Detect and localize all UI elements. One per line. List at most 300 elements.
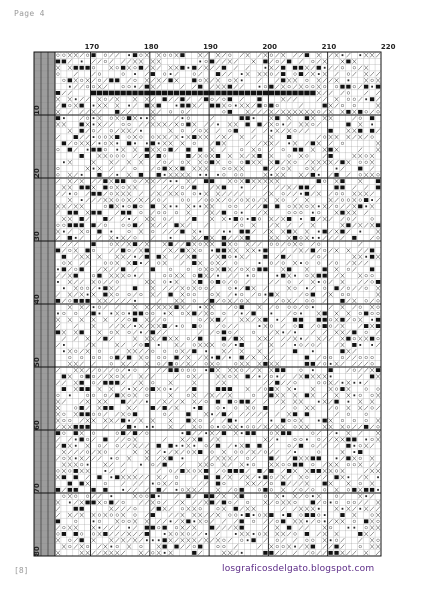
cross-symbol: [234, 494, 238, 498]
slash-symbol: [121, 59, 125, 63]
circle-symbol: [98, 356, 101, 359]
cross-symbol: [56, 551, 60, 555]
slash-symbol: [323, 463, 327, 467]
slash-symbol: [216, 324, 220, 328]
slash-symbol: [68, 242, 72, 246]
cross-symbol: [186, 362, 190, 366]
slash-symbol: [121, 507, 125, 511]
dot-symbol: [259, 325, 261, 327]
cross-symbol: [358, 488, 362, 492]
cross-symbol: [323, 469, 327, 473]
filled-cell: [245, 375, 249, 379]
circle-symbol: [317, 325, 320, 328]
slash-symbol: [364, 91, 368, 95]
filled-cell: [186, 91, 191, 96]
circle-symbol: [140, 293, 143, 296]
filled-cell: [56, 116, 60, 120]
filled-cell: [340, 230, 344, 234]
slash-symbol: [204, 299, 208, 303]
slash-symbol: [216, 299, 220, 303]
circle-symbol: [205, 287, 208, 290]
filled-cell: [103, 286, 107, 290]
slash-symbol: [80, 450, 84, 454]
cross-symbol: [68, 261, 72, 265]
slash-symbol: [234, 299, 238, 303]
filled-cell: [317, 469, 321, 473]
dot-symbol: [146, 539, 148, 541]
cross-symbol: [92, 538, 96, 542]
filled-cell: [103, 337, 107, 341]
slash-symbol: [198, 72, 202, 76]
slash-symbol: [175, 513, 179, 517]
filled-cell: [240, 305, 244, 309]
circle-symbol: [347, 218, 350, 221]
cross-symbol: [133, 148, 137, 152]
filled-cell: [323, 419, 327, 423]
slash-symbol: [56, 425, 60, 429]
circle-symbol: [92, 66, 95, 69]
slash-symbol: [145, 444, 149, 448]
circle-symbol: [371, 274, 374, 277]
column-label: 220: [380, 43, 396, 51]
filled-cell: [174, 223, 178, 227]
circle-symbol: [217, 407, 220, 410]
cross-symbol: [151, 179, 155, 183]
dot-symbol: [170, 520, 172, 522]
cross-symbol: [80, 255, 84, 259]
dot-symbol: [318, 281, 320, 283]
slash-symbol: [234, 85, 238, 89]
circle-symbol: [199, 287, 202, 290]
circle-symbol: [146, 388, 149, 391]
cross-symbol: [133, 519, 137, 523]
cross-symbol: [97, 97, 101, 101]
slash-symbol: [287, 456, 291, 460]
slash-symbol: [74, 148, 78, 152]
cross-symbol: [151, 148, 155, 152]
slash-symbol: [204, 223, 208, 227]
slash-symbol: [299, 223, 303, 227]
circle-symbol: [365, 419, 368, 422]
circle-symbol: [181, 369, 184, 372]
dot-symbol: [158, 495, 160, 497]
slash-symbol: [311, 519, 315, 523]
filled-cell: [62, 444, 66, 448]
circle-symbol: [359, 199, 362, 202]
cross-symbol: [145, 305, 149, 309]
circle-symbol: [193, 73, 196, 76]
filled-cell: [133, 431, 137, 435]
slash-symbol: [293, 53, 297, 57]
slash-symbol: [97, 494, 101, 498]
cross-symbol: [216, 255, 220, 259]
circle-symbol: [169, 268, 172, 271]
slash-symbol: [80, 85, 84, 89]
circle-symbol: [74, 312, 77, 315]
circle-symbol: [377, 111, 380, 114]
slash-symbol: [198, 431, 202, 435]
slash-symbol: [121, 469, 125, 473]
filled-cell: [162, 337, 166, 341]
filled-cell: [340, 299, 344, 303]
cross-symbol: [329, 292, 333, 296]
cross-symbol: [175, 173, 179, 177]
dot-symbol: [348, 79, 350, 81]
filled-cell: [317, 179, 321, 183]
dot-symbol: [81, 199, 83, 201]
cross-symbol: [299, 154, 303, 158]
filled-cell: [151, 494, 155, 498]
filled-cell: [370, 375, 374, 379]
filled-cell: [281, 78, 285, 82]
cross-symbol: [299, 456, 303, 460]
cross-symbol: [275, 532, 279, 536]
cross-symbol: [175, 343, 179, 347]
circle-symbol: [128, 224, 131, 227]
cross-symbol: [341, 337, 345, 341]
filled-cell: [186, 242, 190, 246]
circle-symbol: [294, 73, 297, 76]
cross-symbol: [299, 425, 303, 429]
slash-symbol: [198, 532, 202, 536]
cross-symbol: [204, 242, 208, 246]
slash-symbol: [263, 129, 267, 133]
cross-symbol: [151, 116, 155, 120]
filled-cell: [328, 148, 332, 152]
circle-symbol: [240, 199, 243, 202]
dot-symbol: [110, 313, 112, 315]
slash-symbol: [335, 412, 339, 416]
circle-symbol: [134, 66, 137, 69]
filled-cell: [293, 349, 297, 353]
slash-symbol: [121, 551, 125, 555]
slash-symbol: [252, 110, 256, 114]
slash-symbol: [180, 463, 184, 467]
cross-symbol: [151, 280, 155, 284]
slash-symbol: [240, 97, 244, 101]
cross-symbol: [127, 185, 131, 189]
circle-symbol: [98, 350, 101, 353]
filled-cell: [157, 104, 161, 108]
slash-symbol: [346, 551, 350, 555]
cross-symbol: [210, 305, 214, 309]
cross-symbol: [192, 513, 196, 517]
cross-symbol: [68, 444, 72, 448]
cross-symbol: [180, 519, 184, 523]
filled-cell: [240, 343, 244, 347]
slash-symbol: [80, 135, 84, 139]
cross-symbol: [175, 274, 179, 278]
circle-symbol: [347, 413, 350, 416]
circle-symbol: [323, 249, 326, 252]
slash-symbol: [109, 122, 113, 126]
cross-symbol: [68, 53, 72, 57]
cross-symbol: [246, 507, 250, 511]
slash-symbol: [269, 444, 273, 448]
circle-symbol: [306, 205, 309, 208]
cross-symbol: [252, 507, 256, 511]
cross-symbol: [352, 255, 356, 259]
filled-cell: [180, 104, 184, 108]
slash-symbol: [139, 500, 143, 504]
column-label: 190: [203, 43, 218, 51]
cross-symbol: [192, 236, 196, 240]
slash-symbol: [287, 330, 291, 334]
cross-symbol: [258, 305, 262, 309]
circle-symbol: [323, 287, 326, 290]
slash-symbol: [275, 66, 279, 70]
circle-symbol: [306, 300, 309, 303]
slash-symbol: [169, 400, 173, 404]
cross-symbol: [169, 418, 173, 422]
cross-symbol: [97, 299, 101, 303]
cross-symbol: [169, 551, 173, 555]
cross-symbol: [80, 544, 84, 548]
slash-symbol: [216, 393, 220, 397]
slash-symbol: [317, 135, 321, 139]
cross-symbol: [258, 337, 262, 341]
cross-symbol: [329, 418, 333, 422]
filled-cell: [311, 456, 315, 460]
circle-symbol: [57, 470, 60, 473]
filled-cell: [334, 475, 338, 479]
slash-symbol: [115, 538, 119, 542]
circle-symbol: [223, 167, 226, 170]
filled-cell: [115, 179, 119, 183]
cross-symbol: [364, 507, 368, 511]
slash-symbol: [287, 122, 291, 126]
dot-symbol: [205, 533, 207, 535]
filled-cell: [162, 167, 166, 171]
dot-symbol: [134, 275, 136, 277]
filled-cell: [80, 438, 84, 442]
circle-symbol: [359, 482, 362, 485]
cross-symbol: [335, 78, 339, 82]
circle-symbol: [116, 199, 119, 202]
slash-symbol: [139, 532, 143, 536]
cross-symbol: [163, 204, 167, 208]
circle-symbol: [211, 262, 214, 265]
cross-symbol: [263, 355, 267, 359]
filled-cell: [352, 330, 356, 334]
cross-symbol: [317, 141, 321, 145]
cross-symbol: [240, 154, 244, 158]
cross-symbol: [299, 248, 303, 252]
cross-symbol: [376, 526, 380, 530]
cross-symbol: [335, 211, 339, 215]
slash-symbol: [275, 72, 279, 76]
circle-symbol: [122, 73, 125, 76]
cross-symbol: [222, 494, 226, 498]
circle-symbol: [288, 306, 291, 309]
filled-cell: [192, 78, 196, 82]
cross-symbol: [352, 456, 356, 460]
slash-symbol: [92, 450, 96, 454]
slash-symbol: [317, 355, 321, 359]
cross-symbol: [92, 324, 96, 328]
slash-symbol: [228, 538, 232, 542]
filled-cell: [234, 129, 238, 133]
slash-symbol: [210, 255, 214, 259]
cross-symbol: [311, 223, 315, 227]
slash-symbol: [234, 223, 238, 227]
slash-symbol: [228, 488, 232, 492]
circle-symbol: [128, 85, 131, 88]
cross-symbol: [323, 217, 327, 221]
circle-symbol: [63, 79, 66, 82]
dot-symbol: [170, 388, 172, 390]
cross-symbol: [109, 387, 113, 391]
filled-cell: [210, 501, 214, 505]
filled-cell: [222, 330, 226, 334]
filled-cell: [133, 261, 137, 265]
slash-symbol: [228, 72, 232, 76]
cross-symbol: [305, 267, 309, 271]
cross-symbol: [133, 387, 137, 391]
cross-symbol: [293, 261, 297, 265]
filled-cell: [80, 123, 84, 127]
cross-symbol: [92, 280, 96, 284]
slash-symbol: [269, 500, 273, 504]
filled-cell: [340, 211, 344, 215]
cross-symbol: [204, 343, 208, 347]
cross-symbol: [62, 217, 66, 221]
cross-symbol: [216, 192, 220, 196]
slash-symbol: [305, 72, 309, 76]
filled-cell: [370, 116, 374, 120]
filled-cell: [151, 513, 155, 517]
slash-symbol: [222, 519, 226, 523]
filled-cell: [311, 141, 315, 145]
slash-symbol: [115, 532, 119, 536]
dot-symbol: [276, 275, 278, 277]
circle-symbol: [181, 111, 184, 114]
circle-symbol: [199, 507, 202, 510]
filled-cell: [121, 66, 125, 70]
cross-symbol: [252, 59, 256, 63]
circle-symbol: [57, 148, 60, 151]
cross-symbol: [180, 513, 184, 517]
filled-cell: [311, 469, 315, 473]
dot-symbol: [241, 514, 243, 516]
filled-cell: [275, 91, 280, 96]
slash-symbol: [169, 185, 173, 189]
cross-symbol: [358, 135, 362, 139]
slash-symbol: [240, 507, 244, 511]
filled-cell: [245, 123, 249, 127]
slash-symbol: [352, 507, 356, 511]
slash-symbol: [376, 551, 380, 555]
circle-symbol: [223, 470, 226, 473]
cross-symbol: [204, 355, 208, 359]
cross-symbol: [293, 204, 297, 208]
filled-cell: [222, 337, 226, 341]
cross-symbol: [376, 78, 380, 82]
circle-symbol: [282, 148, 285, 151]
cross-symbol: [329, 198, 333, 202]
footer-url[interactable]: losgraficosdelgato.blogspot.com: [222, 564, 375, 574]
cross-symbol: [216, 85, 220, 89]
circle-symbol: [306, 539, 309, 542]
dot-symbol: [217, 124, 219, 126]
slash-symbol: [281, 324, 285, 328]
circle-symbol: [199, 426, 202, 429]
filled-cell: [151, 406, 155, 410]
dot-symbol: [336, 457, 338, 459]
circle-symbol: [229, 199, 232, 202]
slash-symbol: [275, 185, 279, 189]
filled-cell: [370, 255, 374, 259]
dot-symbol: [282, 331, 284, 333]
slash-symbol: [80, 97, 84, 101]
slash-symbol: [329, 519, 333, 523]
cross-symbol: [263, 437, 267, 441]
dot-symbol: [75, 237, 77, 239]
circle-symbol: [276, 545, 279, 548]
dot-symbol: [193, 205, 195, 207]
circle-symbol: [240, 268, 243, 271]
circle-symbol: [128, 205, 131, 208]
slash-symbol: [151, 166, 155, 170]
slash-symbol: [192, 85, 196, 89]
filled-cell: [156, 91, 161, 96]
slash-symbol: [364, 368, 368, 372]
slash-symbol: [151, 97, 155, 101]
filled-cell: [91, 488, 95, 492]
slash-symbol: [364, 185, 368, 189]
slash-symbol: [198, 488, 202, 492]
dot-symbol: [170, 180, 172, 182]
cross-symbol: [103, 299, 107, 303]
cross-symbol: [352, 513, 356, 517]
filled-cell: [192, 324, 196, 328]
dot-symbol: [205, 369, 207, 371]
slash-symbol: [281, 381, 285, 385]
slash-symbol: [234, 456, 238, 460]
cross-symbol: [305, 110, 309, 114]
circle-symbol: [264, 388, 267, 391]
circle-symbol: [229, 104, 232, 107]
slash-symbol: [323, 444, 327, 448]
slash-symbol: [145, 349, 149, 353]
dot-symbol: [110, 476, 112, 478]
cross-symbol: [329, 387, 333, 391]
circle-symbol: [69, 104, 72, 107]
filled-cell: [186, 419, 190, 423]
slash-symbol: [151, 154, 155, 158]
circle-symbol: [312, 85, 315, 88]
cross-symbol: [299, 204, 303, 208]
filled-cell: [228, 469, 232, 473]
slash-symbol: [263, 526, 267, 530]
dot-symbol: [229, 231, 231, 233]
circle-symbol: [335, 495, 338, 498]
cross-symbol: [346, 381, 350, 385]
cross-symbol: [151, 286, 155, 290]
cross-symbol: [281, 173, 285, 177]
filled-cell: [168, 242, 172, 246]
dot-symbol: [93, 105, 95, 107]
cross-symbol: [157, 78, 161, 82]
slash-symbol: [352, 72, 356, 76]
slash-symbol: [329, 141, 333, 145]
cross-symbol: [74, 362, 78, 366]
cross-symbol: [275, 330, 279, 334]
slash-symbol: [358, 425, 362, 429]
cross-symbol: [163, 141, 167, 145]
slash-symbol: [234, 544, 238, 548]
filled-cell: [281, 255, 285, 259]
